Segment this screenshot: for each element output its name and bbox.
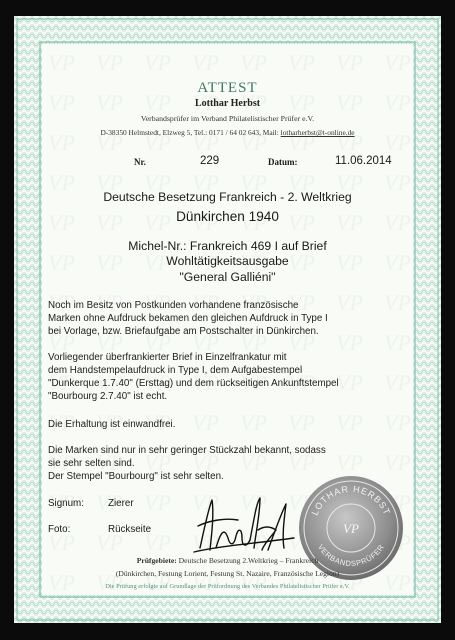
paragraph-line: bei Vorlage, bzw. Briefaufgabe am Postschalter in Dünkirchen. xyxy=(48,326,319,337)
subject-issue: Dünkirchen 1940 xyxy=(176,209,279,224)
michel-number: Michel-Nr.: Frankreich 469 I auf Brief xyxy=(128,239,327,253)
examiner-contact xyxy=(42,128,413,137)
seal-bottom-text: VERBANDSPRÜFER xyxy=(316,542,386,569)
pruefgebiete-details: (Dünkirchen, Festung Lorient, Festung St. Nazaire, Französische Legion) xyxy=(115,569,340,578)
signum-label: Signum: xyxy=(48,498,84,509)
certificate-body xyxy=(42,44,413,595)
pruefgebiete-value: Deutsche Besetzung 2.Weltkrieg – Frankreich xyxy=(178,556,319,565)
contact-address: D-38350 Helmstedt, Elzweg 5, Tel.: 0171 / 64 02 643, Mail: xyxy=(100,128,281,137)
paragraph-line: Marken ohne Aufdruck bekamen den gleichen Aufdruck in Type I xyxy=(48,313,328,324)
seal-center-text: VP xyxy=(343,521,359,536)
paragraph-line: Der Stempel "Bourbourg" ist sehr selten. xyxy=(48,471,224,482)
examiner-name: Lotthar Herbst xyxy=(194,98,261,109)
examiner-affiliation: Verbandsprüfer im Verband Philatelistischer Prüfer e.V. xyxy=(140,114,315,123)
nr-label: Nr. xyxy=(134,157,146,167)
stamp-name: "General Galliéni" xyxy=(179,270,276,284)
contact-email: lotharherbst@t-online.de xyxy=(280,128,355,137)
attest-title: ATTEST xyxy=(197,80,258,96)
examiner-signature xyxy=(190,490,300,560)
foto-value: Rückseite xyxy=(108,524,152,535)
paragraph-line: "Dunkerque 1.7.40" (Ersttag) und dem rückseitigen Ankunftstempel xyxy=(48,378,339,389)
subject-area: Deutsche Besetzung Frankreich - 2. Weltkrieg xyxy=(103,190,352,204)
datum-value: 11.06.2014 xyxy=(335,155,392,167)
foto-label: Foto: xyxy=(48,524,71,535)
paragraph-line: Noch im Besitz von Postkunden vorhandene französische xyxy=(48,300,299,311)
paragraph-line: Vorliegender überfrankierter Brief in Einzelfrankatur mit xyxy=(48,352,287,363)
pruefgebiete-line xyxy=(42,556,413,565)
paragraph-line: sie sehr selten sind. xyxy=(48,458,135,469)
paragraph-line: Die Marken sind nur in sehr geringer Stückzahl bekannt, sodass xyxy=(48,445,326,456)
pruefordnung-note: Die Prüfung erfolgte auf Grundlage der Prüfordnung des Verbandes Philatelistischer Prüfer e.V. xyxy=(105,583,350,590)
nr-value: 229 xyxy=(200,155,220,167)
paragraph-line: dem Handstempelaufdruck in Type I, dem Aufgabestempel xyxy=(48,365,303,376)
examiner-seal xyxy=(295,472,407,584)
issue-name: Wohltätigkeitsausgabe xyxy=(166,254,289,268)
seal-top-text: LOTHAR HERBST xyxy=(309,483,393,517)
certificate-sheet xyxy=(14,16,441,623)
paragraph-expertise xyxy=(48,351,410,403)
paragraph-line: "Bourbourg 2.7.40" ist echt. xyxy=(48,391,168,402)
paragraph-history xyxy=(48,299,410,338)
paragraph-condition xyxy=(48,418,410,431)
signum-value: Zierer xyxy=(108,498,134,509)
pruefgebiete-label: Prüfgebiete: xyxy=(136,556,177,565)
paragraph-line: Die Erhaltung ist einwandfrei. xyxy=(48,419,176,430)
datum-label: Datum: xyxy=(268,157,298,167)
